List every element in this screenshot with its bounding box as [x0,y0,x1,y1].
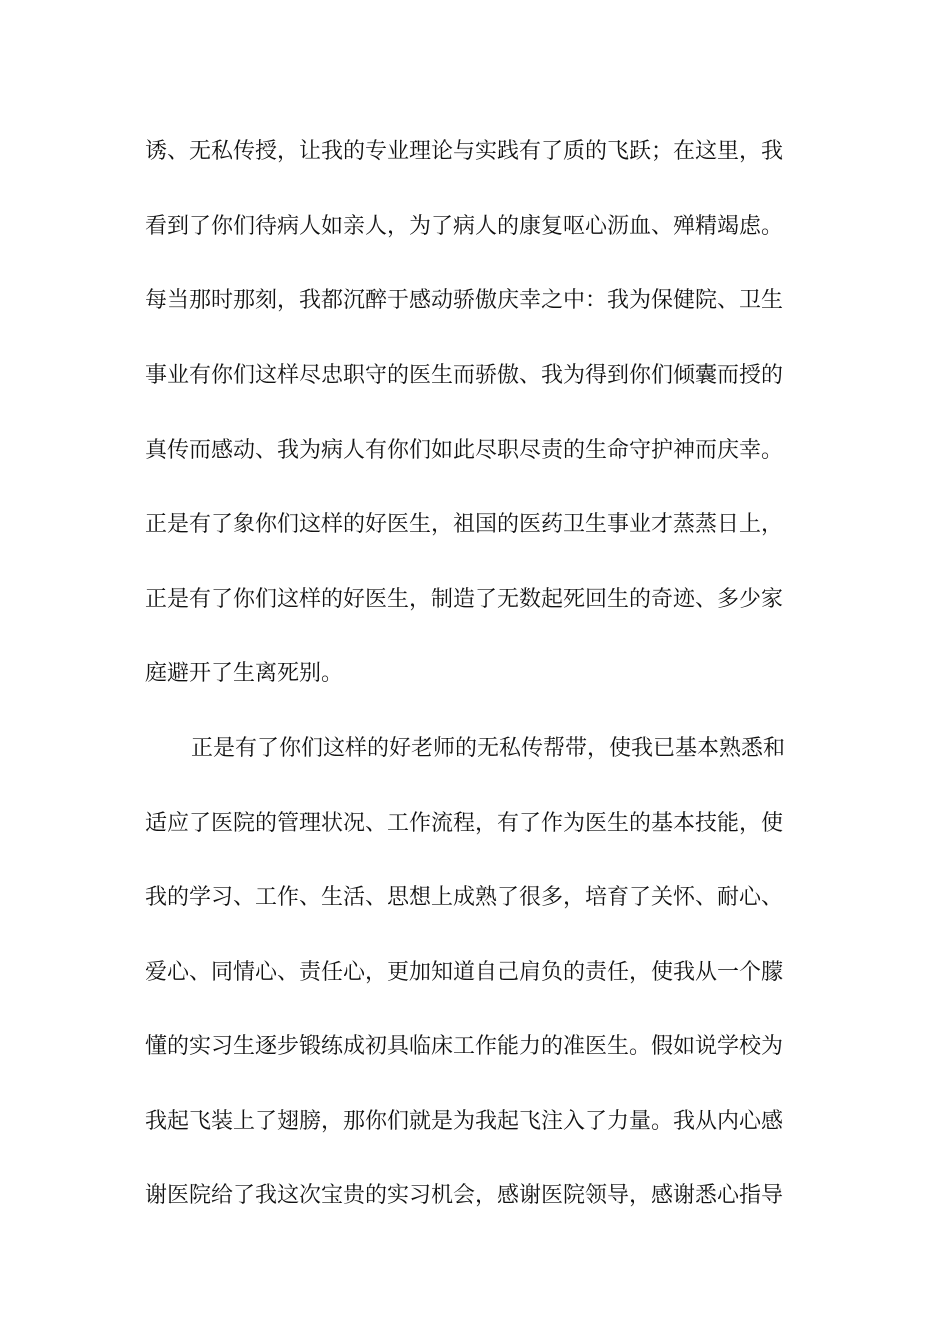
paragraph-2-line-6: 我起飞装上了翅膀，那你们就是为我起飞注入了力量。我从内心感 [145,1109,784,1134]
paragraph-2-line-3: 我的学习、工作、生活、思想上成熟了很多，培育了关怀、耐心、 [145,885,784,910]
paragraph-1-line-2: 看到了你们待病人如亲人，为了病人的康复呕心沥血、殚精竭虑。 [145,214,784,239]
paragraph-2-line-5: 懂的实习生逐步锻练成初具临床工作能力的准医生。假如说学校为 [145,1034,784,1059]
paragraph-1-line-1: 诱、无私传授，让我的专业理论与实践有了质的飞跃；在这里，我 [145,139,784,164]
paragraph-1-line-3: 每当那时那刻，我都沉醉于感动骄傲庆幸之中：我为保健院、卫生 [145,288,784,313]
paragraph-1-line-7: 正是有了你们这样的好医生，制造了无数起死回生的奇迹、多少家 [145,587,784,612]
paragraph-1-line-4: 事业有你们这样尽忠职守的医生而骄傲、我为得到你们倾囊而授的 [145,363,784,388]
paragraph-1-line-6: 正是有了象你们这样的好医生，祖国的医药卫生事业才蒸蒸日上， [145,512,784,537]
paragraph-2-line-1: 正是有了你们这样的好老师的无私传帮带，使我已基本熟悉和 [191,736,786,761]
paragraph-2-line-4: 爱心、同情心、责任心，更加知道自己肩负的责任，使我从一个朦 [145,960,784,985]
paragraph-1-line-5: 真传而感动、我为病人有你们如此尽职尽责的生命守护神而庆幸。 [145,438,784,463]
paragraph-2-line-7: 谢医院给了我这次宝贵的实习机会，感谢医院领导，感谢悉心指导 [145,1183,784,1208]
paragraph-1-line-8: 庭避开了生离死别。 [145,661,344,686]
paragraph-2-line-2: 适应了医院的管理状况、工作流程，有了作为医生的基本技能，使 [145,811,784,836]
